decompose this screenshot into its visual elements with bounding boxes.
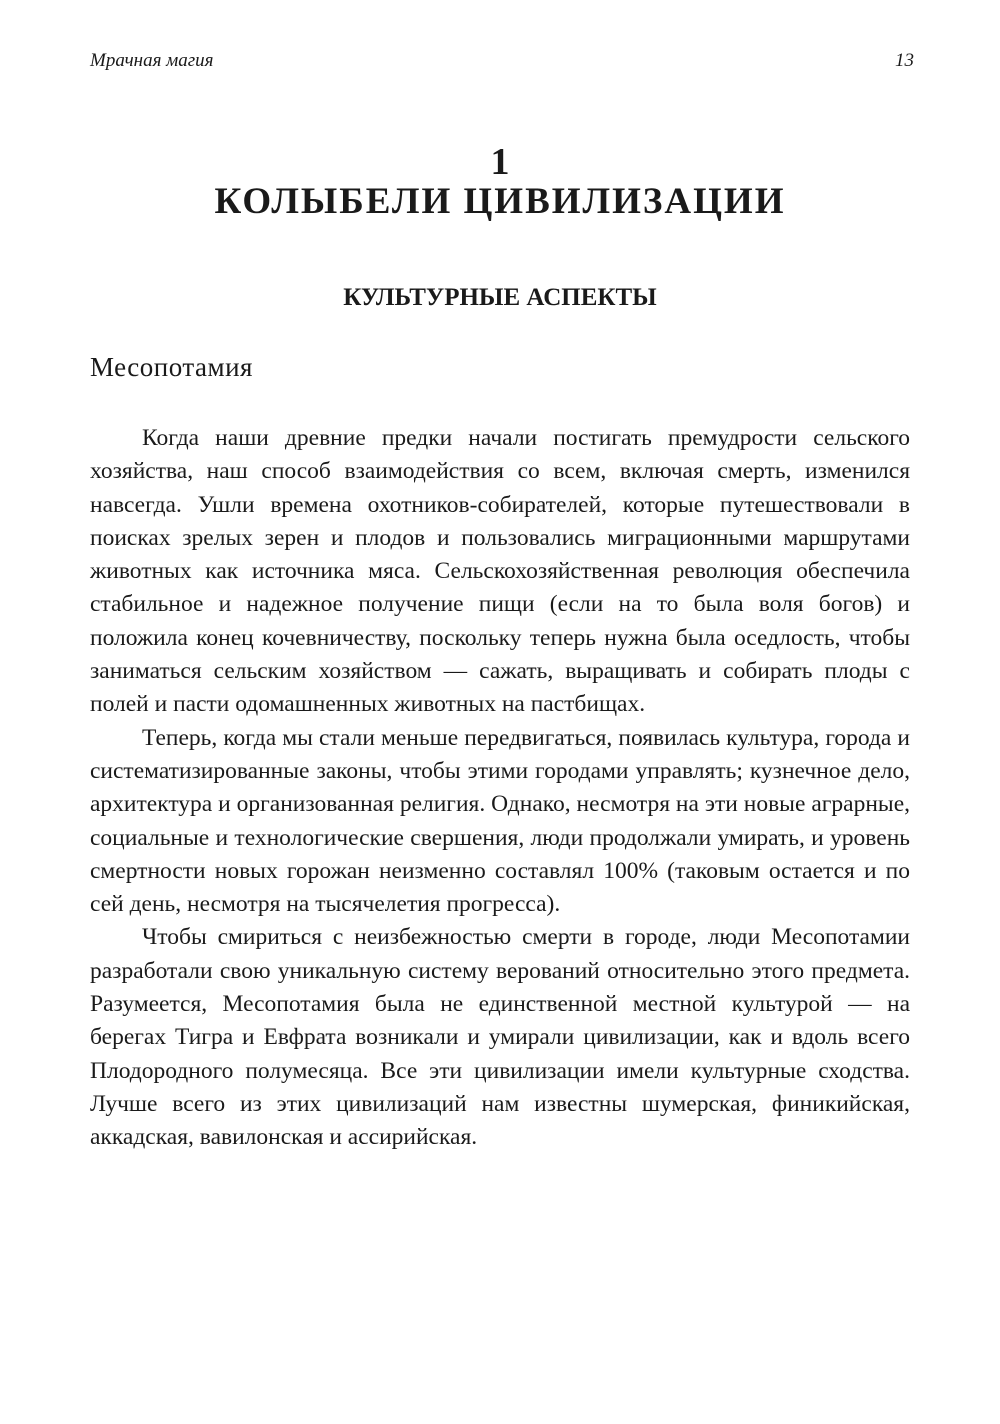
section-title: КУЛЬТУРНЫЕ АСПЕКТЫ [343,284,657,311]
paragraph: Теперь, когда мы стали меньше передвигаться, появилась культура, города и систематизированные законы, чтобы этими городами управлять; кузнечное дело, архитектура и организованная религия. Однако, несмотря на эти новые аграрные, социальные и технологические свершения, люди продолжали умирать, и уровень смертности новых горожан неизменно составлял 100% (таковым остается и по сей день, несмотря на тысячелетия прогресса). [90,724,910,918]
body-text [90,422,910,1155]
chapter-number: 1 [490,141,510,183]
subsection-title: Месопотамия [90,352,253,382]
running-head: Мрачная магия [90,50,214,71]
chapter-title: КОЛЫБЕЛИ ЦИВИЛИЗАЦИИ [214,181,786,222]
page-number: 13 [895,50,914,71]
paragraph: Чтобы смириться с неизбежностью смерти в городе, люди Месопотамии разработали свою уникальную систему верований относительно этого предмета. Разумеется, Месопотамия была не единственной местной культурой — на берегах Тигра и Евфрата возникали и умирали цивилизации, как и вдоль всего Плодородного полумесяца. Все эти цивилизации имели культурные сходства. Лучше всего из этих цивилизаций нам известны шумерская, финикийская, аккадская, вавилонская и ассирийская. [90,924,910,1151]
paragraph: Когда наши древние предки начали постигать премудрости сельского хозяйства, наш способ взаимодействия со всем, включая смерть, изменился навсегда. Ушли времена охотников-собирателей, которые путешествовали в поисках зрелых зерен и плодов и пользовались миграционными маршрутами животных как источника мяса. Сельскохозяйственная революция обеспечила стабильное и надежное получение пищи (если на то была воля богов) и положила конец кочевничеству, поскольку теперь нужна была оседлость, чтобы заниматься сельским хозяйством — сажать, выращивать и собирать плоды с полей и пасти одомашненных животных на пастбищах. [90,425,910,718]
